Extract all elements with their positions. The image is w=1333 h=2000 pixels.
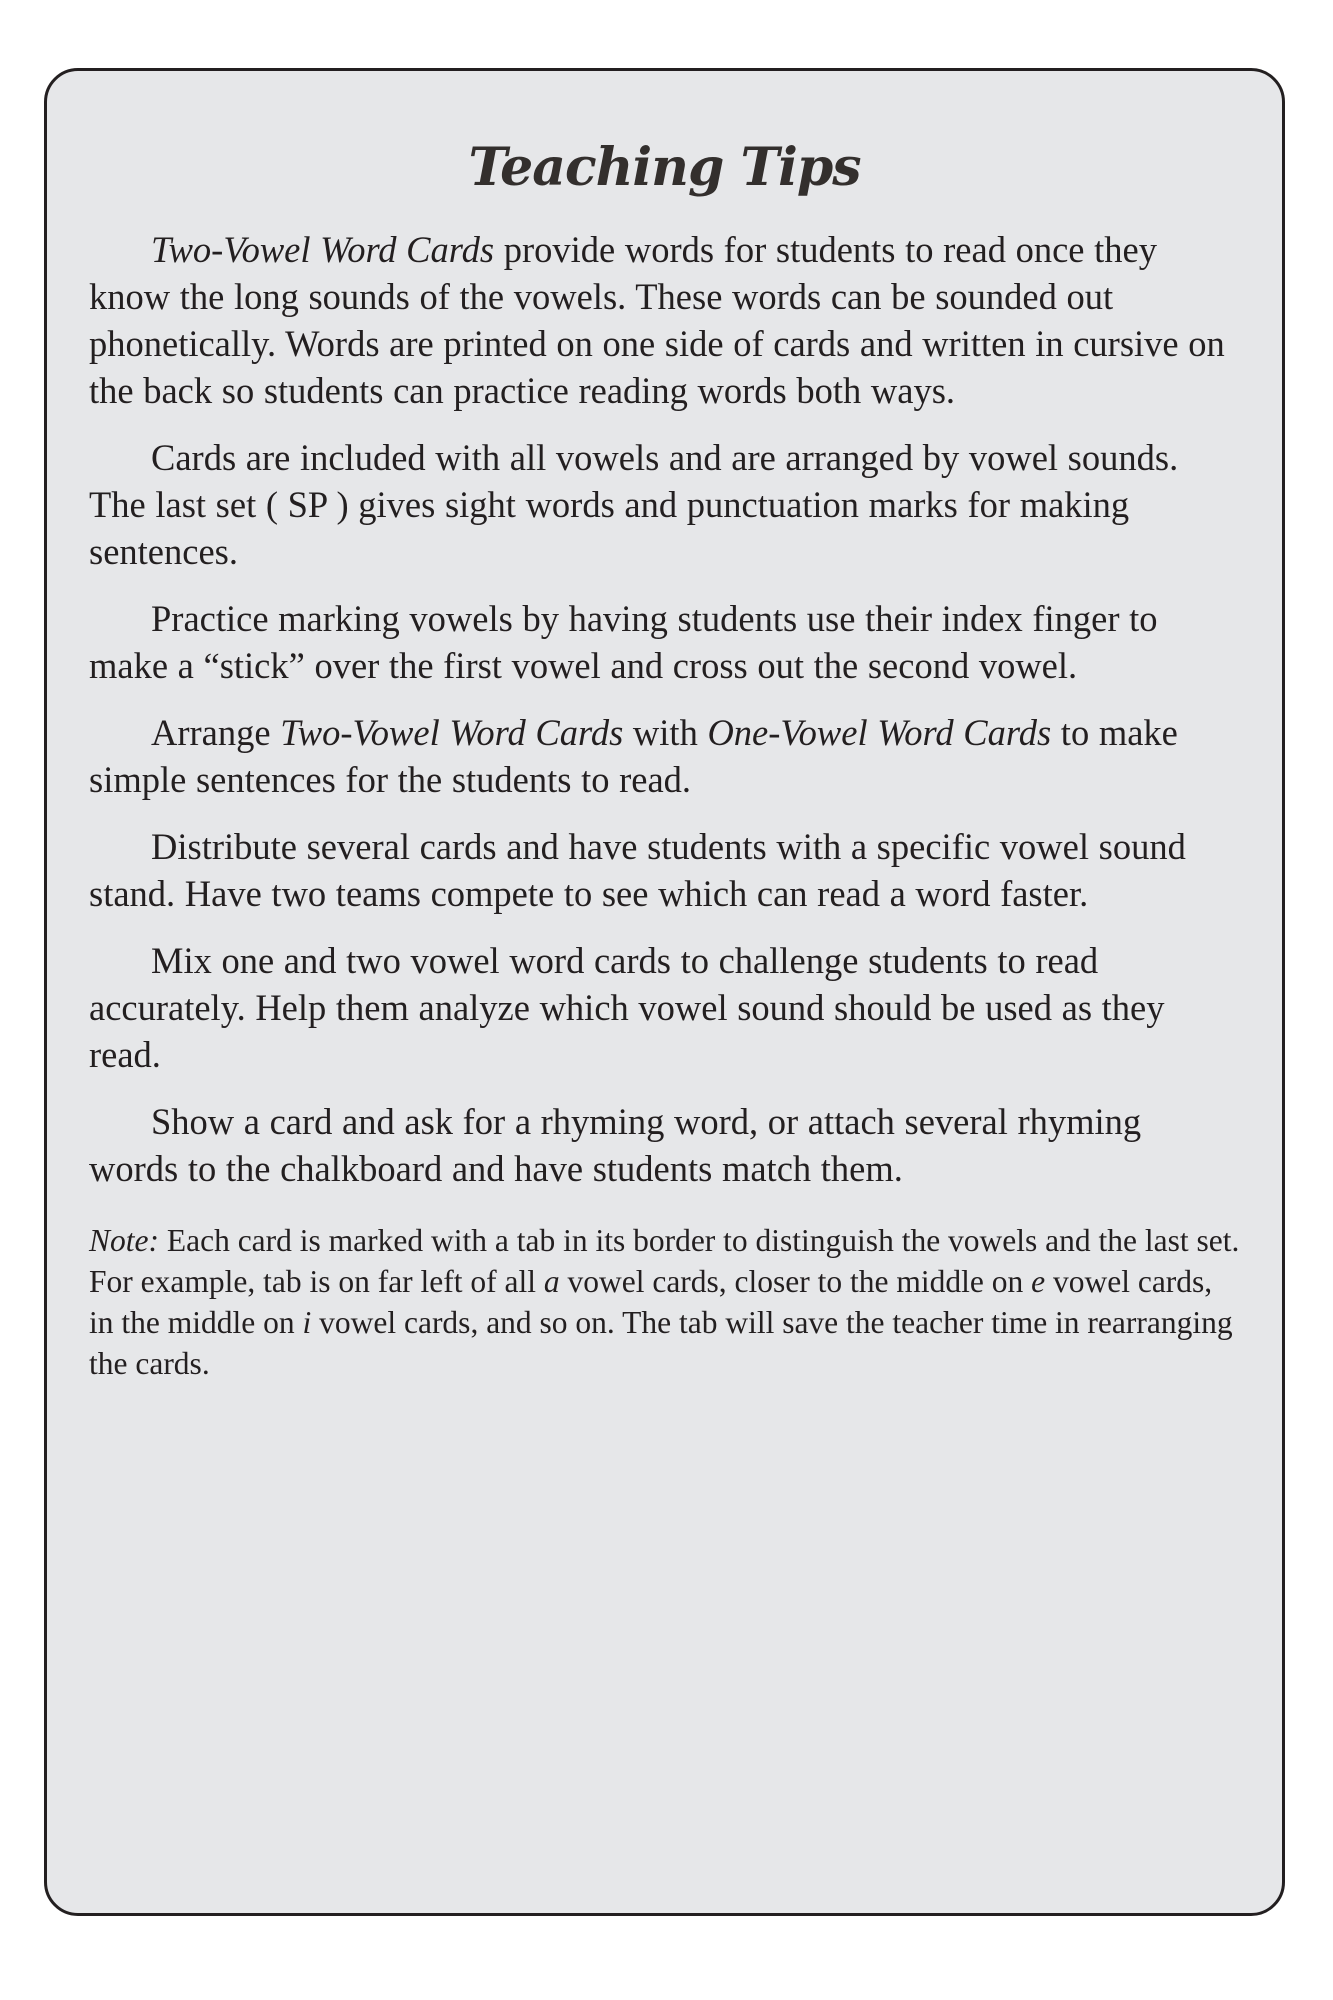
emphasis-run: Two-Vowel Word Cards (280, 712, 624, 753)
emphasis-run: Two-Vowel Word Cards (151, 229, 495, 270)
emphasis-run: One-Vowel Word Cards (707, 712, 1052, 753)
text-run: Cards are included with all vowels and are arranged by vowel sounds. The last set ( SP ) gives sight words and punctuation marks for making sentences. (89, 437, 1179, 572)
text-run: Distribute several cards and have students with a specific vowel sound stand. Have two teams compete to see which can read a word faster. (89, 826, 1186, 914)
para-note (89, 1220, 1240, 1384)
para-mix (89, 937, 1240, 1078)
emphasis-run: a (543, 1264, 560, 1299)
paragraph-list (89, 226, 1240, 1192)
text-run: Each card is marked with a tab in its border to distinguish the vowels and the last set. For example, tab is on far left of all (89, 1223, 1240, 1299)
teaching-tips-card (44, 68, 1285, 1916)
para-practice-marking (89, 595, 1240, 689)
text-run: Practice marking vowels by having students use their index finger to make a “stick” over the first vowel and cross out the second vowel. (89, 598, 1158, 686)
text-run: Show a card and ask for a rhyming word, or attach several rhyming words to the chalkboard and have students match them. (89, 1101, 1142, 1189)
text-run: vowel cards, and so on. The tab will save the teacher time in rearranging the cards. (89, 1305, 1233, 1381)
emphasis-run: e (1031, 1264, 1046, 1299)
para-rhyming (89, 1098, 1240, 1192)
text-run: Mix one and two vowel word cards to challenge students to read accurately. Help them analyze which vowel sound should be used as they read. (89, 940, 1165, 1075)
tips-body (89, 208, 1240, 1384)
text-run: provide words for students to read once they know the long sounds of the vowels. These words can be sounded out phonetically. Words are printed on one side of cards and written in cursive on the back so students can practice reading words both ways. (89, 229, 1225, 411)
page-title: Teaching Tips (468, 137, 861, 198)
para-cards-included (89, 434, 1240, 575)
para-intro (89, 226, 1240, 414)
text-run: Arrange (151, 712, 281, 753)
emphasis-run: Note: (89, 1223, 159, 1258)
text-run: vowel cards, in the middle on (89, 1264, 1213, 1340)
text-run: with (623, 712, 708, 753)
text-run: to make simple sentences for the students to read. (89, 712, 1178, 800)
card-content (89, 71, 1240, 1913)
text-run: vowel cards, closer to the middle on (559, 1264, 1032, 1299)
para-arrange (89, 709, 1240, 803)
emphasis-run: i (302, 1305, 312, 1340)
para-distribute (89, 823, 1240, 917)
